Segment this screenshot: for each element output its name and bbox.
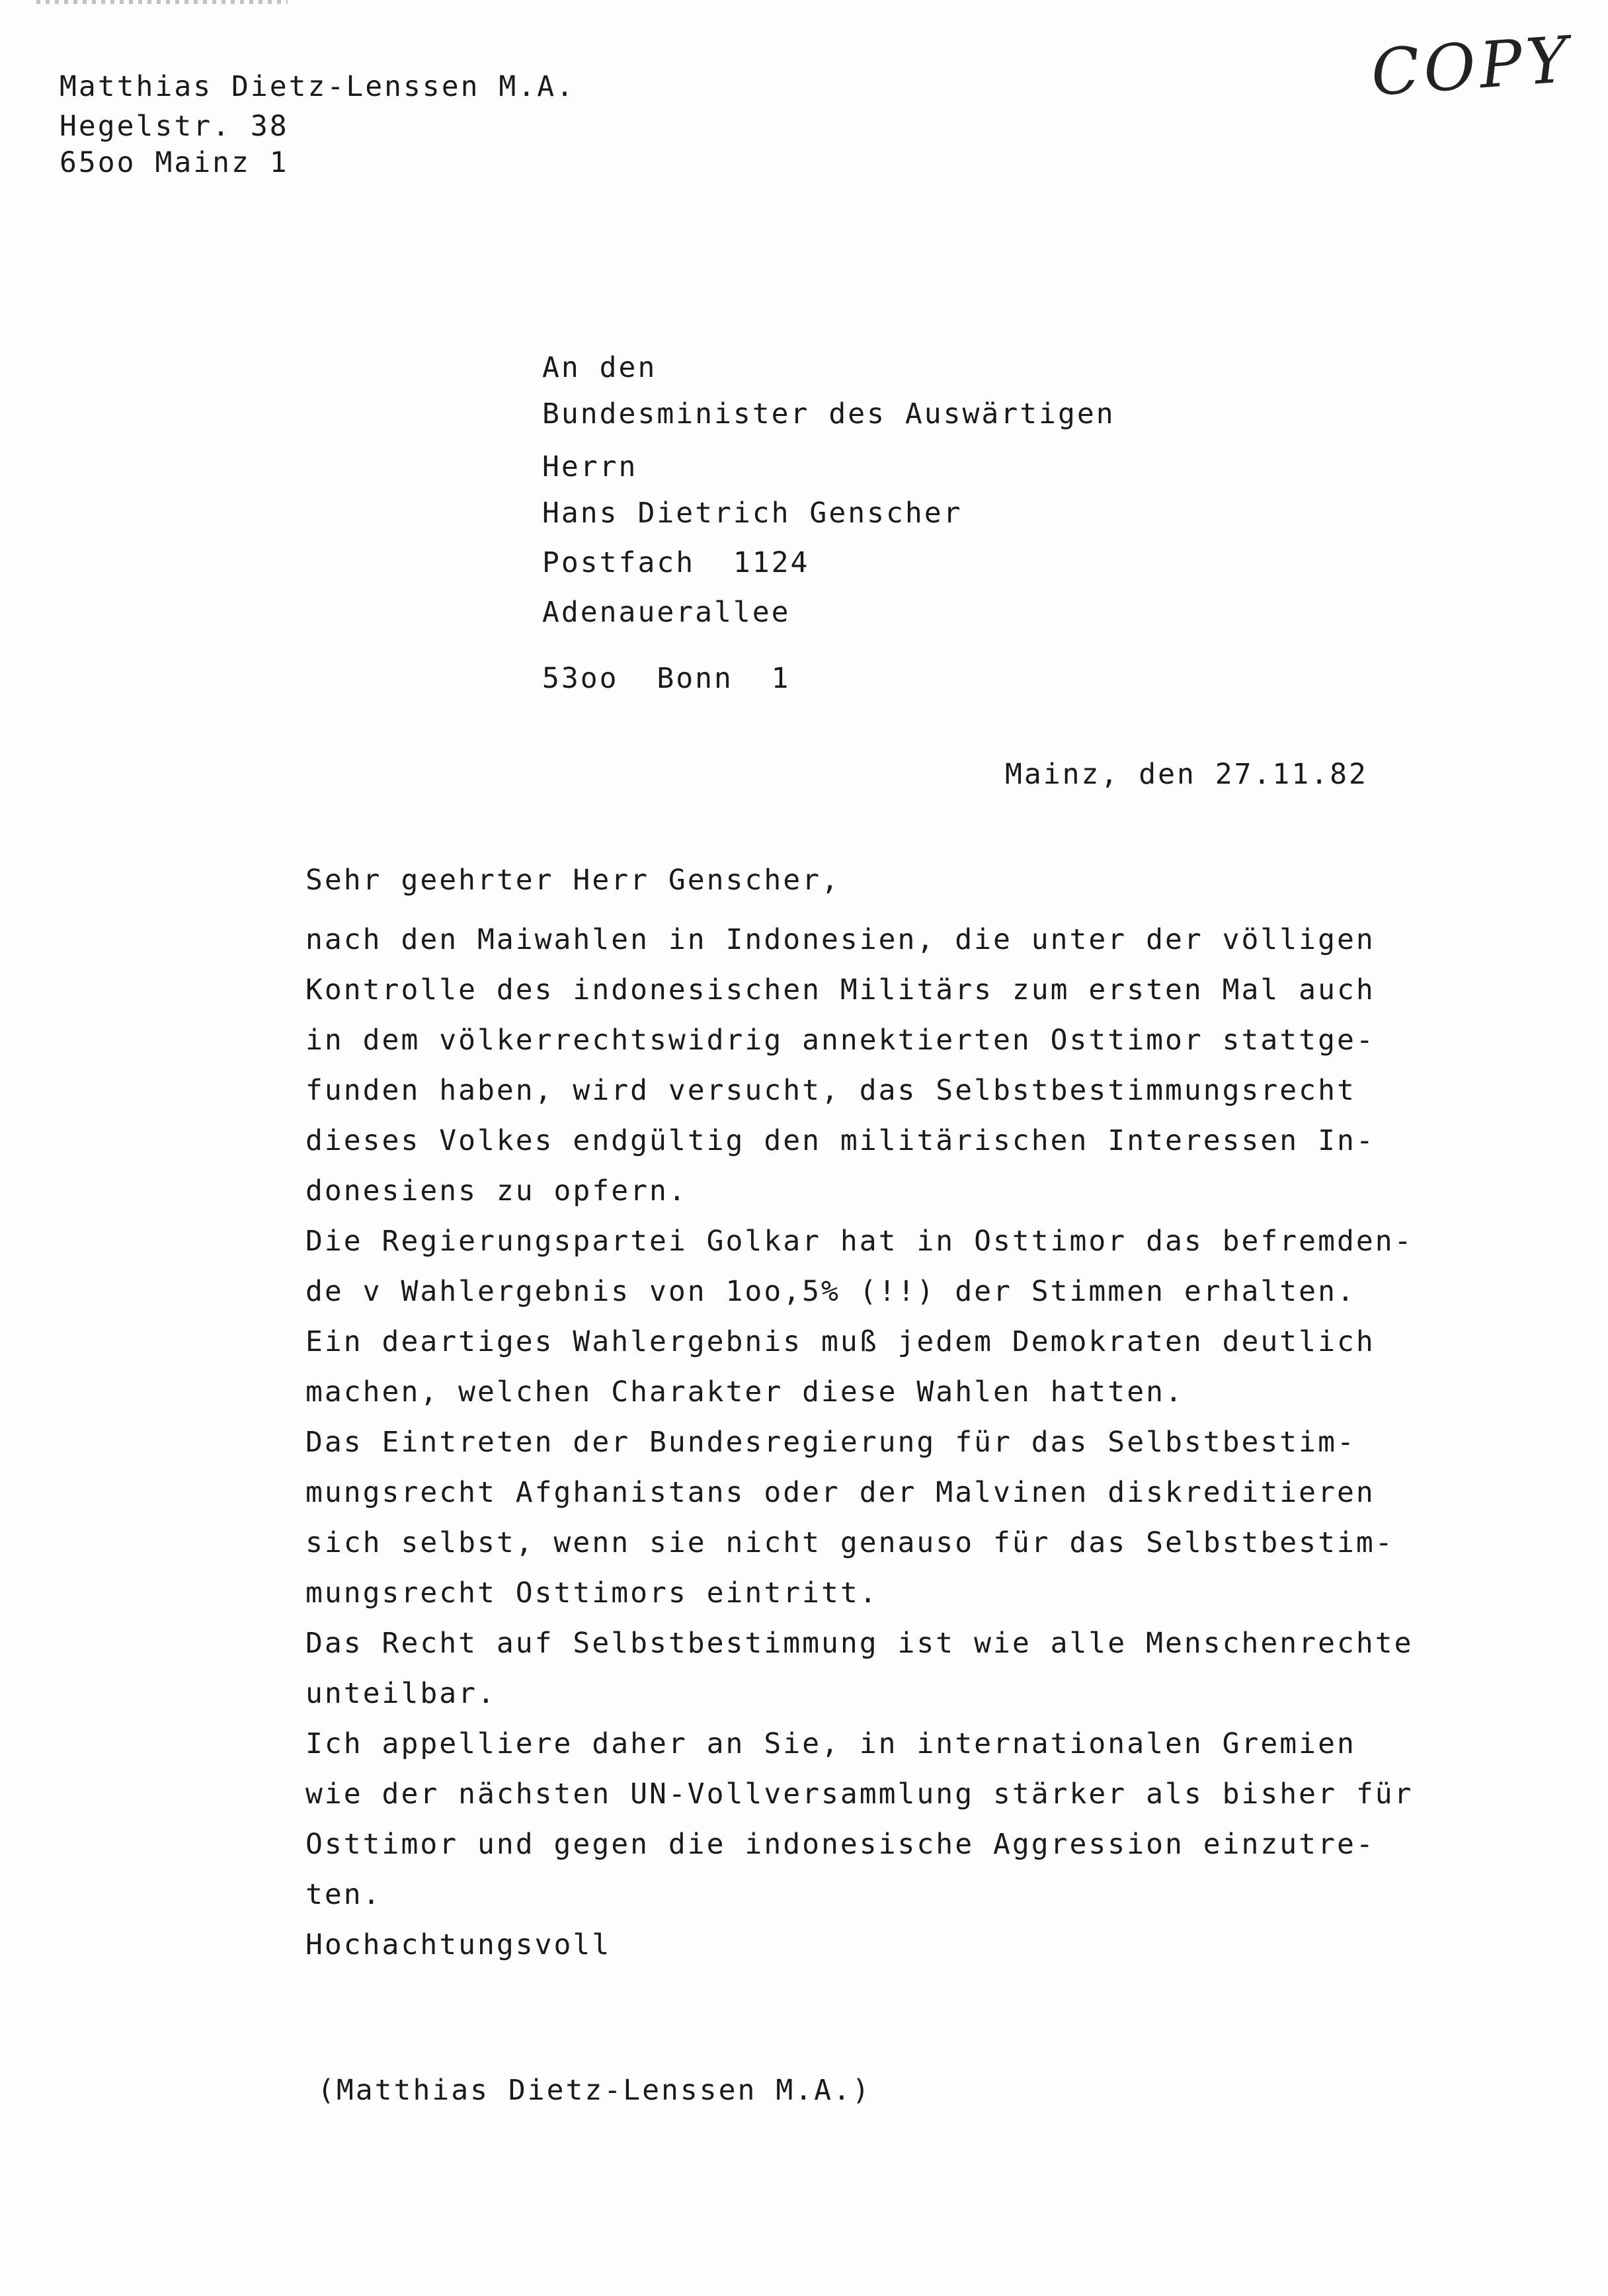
body-line: Ich appelliere daher an Sie, in internationalen Gremien <box>305 1727 1356 1760</box>
body-line: sich selbst, wenn sie nicht genauso für das Selbstbestim- <box>305 1526 1394 1559</box>
body-line: Osttimor und gegen die indonesische Aggression einzutre- <box>305 1828 1375 1861</box>
body-line: de v Wahlergebnis von 1oo,5% (!!) der Stimmen erhalten. <box>305 1275 1356 1308</box>
body-line: mungsrecht Osttimors eintritt. <box>305 1577 879 1610</box>
body-line: nach den Maiwahlen in Indonesien, die unter der völligen <box>305 923 1375 956</box>
recipient-title: Herrn <box>542 450 638 483</box>
body-line: in dem völkerrechtswidrig annektierten Osttimor stattge- <box>305 1024 1375 1057</box>
recipient-street: Adenauerallee <box>542 596 791 629</box>
body-line: Ein deartiges Wahlergebnis muß jedem Demokraten deutlich <box>305 1325 1375 1358</box>
date-line: Mainz, den 27.11.82 <box>1005 758 1368 791</box>
sender-name: Matthias Dietz-Lenssen M.A. <box>60 70 575 103</box>
body-line: machen, welchen Charakter diese Wahlen hatten. <box>305 1375 1184 1409</box>
body-line: unteilbar. <box>305 1677 497 1710</box>
body-line: mungsrecht Afghanistans oder der Malvinen diskreditieren <box>305 1476 1375 1509</box>
body-line: dieses Volkes endgültig den militärischen Interessen In- <box>305 1124 1375 1157</box>
recipient-to: An den <box>542 351 657 384</box>
recipient-city: 53oo Bonn 1 <box>542 662 791 695</box>
body-line: wie der nächsten UN-Vollversammlung stärker als bisher für <box>305 1778 1414 1811</box>
recipient-name: Hans Dietrich Genscher <box>542 497 963 530</box>
body-line: Das Eintreten der Bundesregierung für das Selbstbestim- <box>305 1426 1356 1459</box>
copy-handwritten-mark: COPY <box>1369 22 1575 110</box>
body-line: ten. <box>305 1878 382 1911</box>
body-line: Die Regierungspartei Golkar hat in Osttimor das befremden- <box>305 1225 1414 1258</box>
greeting: Sehr geehrter Herr Genscher, <box>305 864 840 897</box>
recipient-office: Bundesminister des Auswärtigen <box>542 397 1115 430</box>
body-line: Kontrolle des indonesischen Militärs zum ersten Mal auch <box>305 973 1375 1006</box>
closing: Hochachtungsvoll <box>305 1928 612 1961</box>
top-edge-smudge <box>36 0 288 4</box>
sender-city: 65oo Mainz 1 <box>60 146 289 179</box>
body-line: donesiens zu opfern. <box>305 1174 688 1208</box>
recipient-postbox: Postfach 1124 <box>542 546 810 579</box>
sender-street: Hegelstr. 38 <box>60 110 289 143</box>
body-line: funden haben, wird versucht, das Selbstbestimmungsrecht <box>305 1074 1356 1107</box>
signature-name: (Matthias Dietz-Lenssen M.A.) <box>317 2074 871 2107</box>
body-line: Das Recht auf Selbstbestimmung ist wie alle Menschenrechte <box>305 1627 1414 1660</box>
